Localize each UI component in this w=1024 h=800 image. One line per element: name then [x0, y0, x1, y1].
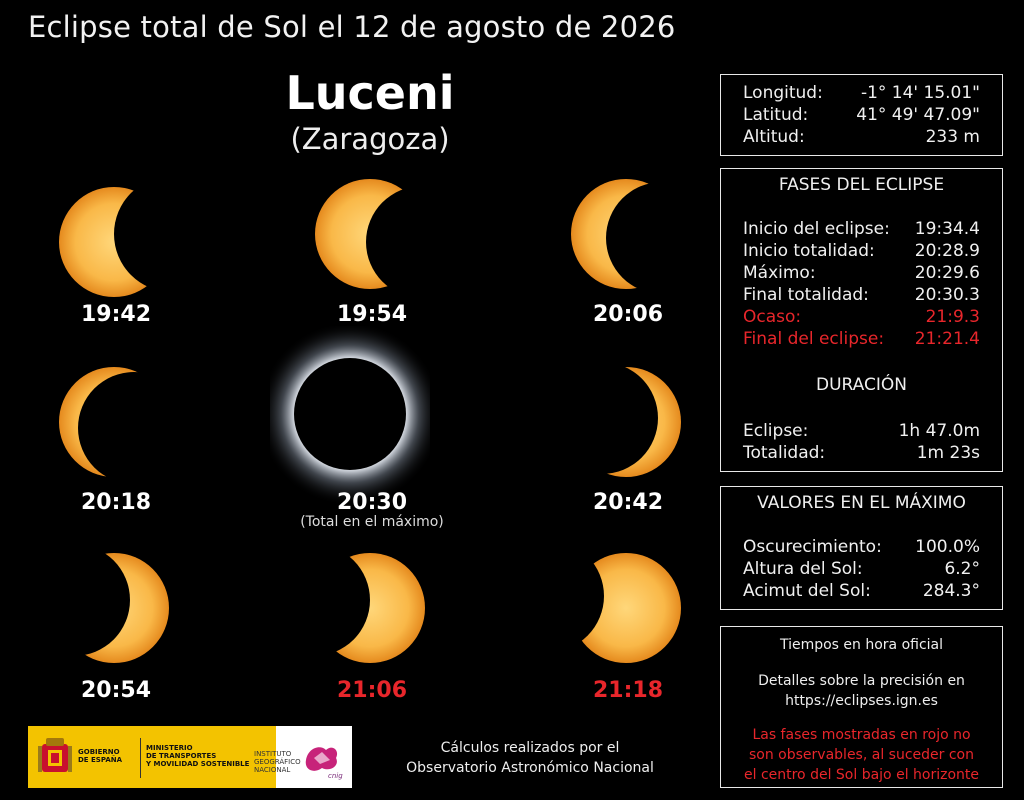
province-name: (Zaragoza): [290, 122, 450, 156]
phase-image-1: [0, 182, 234, 302]
page-title: Eclipse total de Sol el 12 de agosto de 2026: [28, 10, 676, 44]
phase-time-6: 20:42: [592, 490, 664, 515]
phase-image-7: [0, 548, 234, 668]
altitude-value: 233 m: [925, 127, 980, 147]
altitude-label: Altitud:: [743, 127, 805, 147]
phase-time-7: 20:54: [80, 678, 152, 703]
duration-row: Eclipse: 1h 47.0m: [743, 421, 980, 441]
notes-url[interactable]: https://eclipses.ign.es: [785, 693, 938, 709]
latitude-value: 41° 49' 47.09": [856, 105, 980, 125]
phase-row: Final totalidad: 20:30.3: [743, 285, 980, 305]
maximum-row: Acimut del Sol: 284.3°: [743, 581, 980, 601]
longitude-label: Longitud:: [743, 83, 823, 103]
notes-precision: Detalles sobre la precisión en: [758, 673, 965, 689]
phases-box: [720, 168, 1003, 472]
phase-time-5: 20:30: [336, 490, 408, 515]
phase-row-end: Final del eclipse: 21:21.4: [743, 329, 980, 349]
footer-line: Cálculos realizados por el: [440, 740, 620, 756]
location-name: Luceni: [285, 66, 455, 120]
cnig-logo-icon: [300, 740, 344, 776]
phase-time-4: 20:18: [80, 490, 152, 515]
maximum-heading: VALORES EN EL MÁXIMO: [757, 493, 966, 513]
latitude-row: [743, 105, 980, 127]
footer-line: Observatorio Astronómico Nacional: [406, 760, 654, 776]
phase-time-2: 19:54: [336, 302, 408, 327]
phase-row: Inicio del eclipse: 19:34.4: [743, 219, 980, 239]
footer-credit: [380, 738, 680, 778]
notes-box: [720, 626, 1003, 788]
location-box: [720, 74, 1003, 156]
phase-image-8: [250, 548, 490, 668]
phase-image-2: [250, 174, 490, 294]
phase-image-4: [0, 362, 234, 482]
phase-time-9: 21:18: [592, 678, 664, 703]
institutional-logos: GOBIERNO DE ESPAÑA MINISTERIO DE TRANSPORTES Y MOVILIDAD SOSTENIBLE INSTITUTO GEOGRÁFICO NACIONAL cnig: [28, 726, 352, 788]
phase-row-sunset: Ocaso: 21:9.3: [743, 307, 980, 327]
maximum-row: Oscurecimiento: 100.0%: [743, 537, 980, 557]
longitude-value: -1° 14' 15.01": [860, 83, 980, 103]
longitude-row: [743, 83, 980, 105]
altitude-row: [743, 127, 980, 149]
notes-red-line: el centro del Sol bajo el horizonte: [743, 767, 980, 783]
phase-image-9: [506, 548, 746, 668]
phase-time-3: 20:06: [592, 302, 664, 327]
phase-time-8: 21:06: [336, 678, 408, 703]
phase-image-3: [506, 174, 746, 294]
phases-heading: FASES DEL ECLIPSE: [778, 175, 945, 195]
notes-official-time: Tiempos en hora oficial: [779, 637, 944, 653]
phase-image-total: [230, 326, 470, 506]
duration-heading: DURACIÓN: [816, 375, 907, 395]
notes-red-line: Las fases mostradas en rojo no: [752, 727, 971, 743]
phase-image-6: [506, 362, 746, 482]
phase-row: Inicio totalidad: 20:28.9: [743, 241, 980, 261]
total-note: (Total en el máximo): [300, 514, 444, 530]
government-logo: GOBIERNO DE ESPAÑA MINISTERIO DE TRANSPORTES Y MOVILIDAD SOSTENIBLE: [28, 726, 276, 788]
notes-red-line: son observables, al suceder con: [749, 747, 974, 763]
maximum-values-box: [720, 486, 1003, 610]
latitude-label: Latitud:: [743, 105, 809, 125]
duration-row: Totalidad: 1m 23s: [743, 443, 980, 463]
phase-time-1: 19:42: [80, 302, 152, 327]
phase-row: Máximo: 20:29.6: [743, 263, 980, 283]
coat-of-arms-icon: [36, 734, 74, 780]
maximum-row: Altura del Sol: 6.2°: [743, 559, 980, 579]
